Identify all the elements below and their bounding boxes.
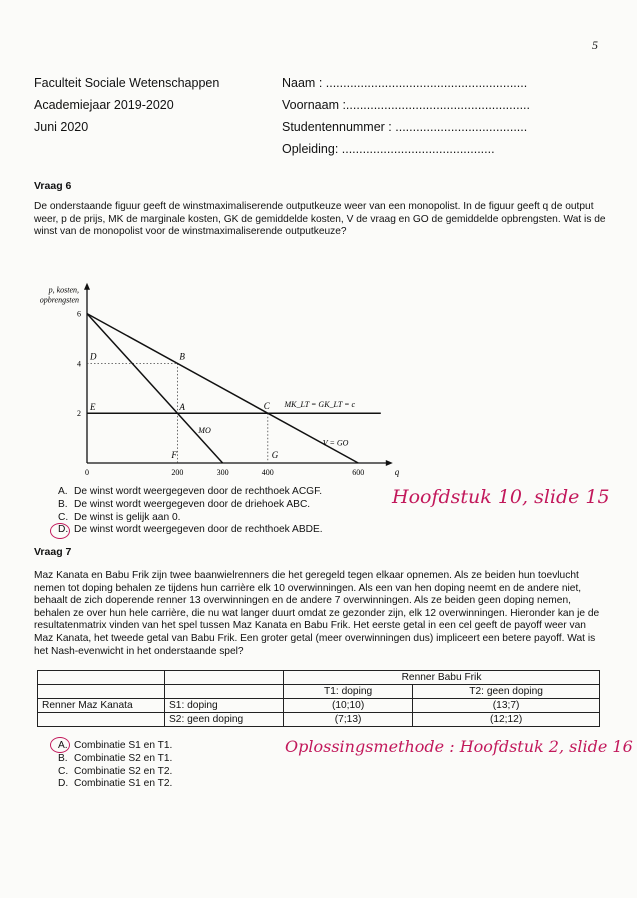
- table-row: [38, 699, 600, 713]
- series-line-1: [87, 314, 223, 463]
- q7-options: [58, 740, 172, 791]
- q7-answer-circle: [50, 737, 70, 753]
- faculty: Faculteit Sociale Wetenschappen: [34, 76, 220, 90]
- q7-option-b[interactable]: B. Combinatie S2 en T1.: [58, 752, 173, 764]
- col-player: Renner Babu Frik: [284, 671, 600, 685]
- q7-title: Vraag 7: [34, 546, 72, 558]
- series-label: V = GO: [322, 438, 349, 448]
- point-label: B: [179, 351, 185, 362]
- q6-option-a[interactable]: A. De winst wordt weergegeven door de rechthoek ACGF.: [58, 486, 323, 497]
- q6-options: [58, 486, 323, 537]
- q6-text: De onderstaande figuur geeft de winstmaximaliserende outputkeuze weer van een monopolist. In de figuur geeft q de output weer, p de prijs, MK de marginale kosten, GK de gemiddelde kosten, V de vraag en GO de gemiddelde opbrengsten. Wat is de winst van de monopolist voor de winstmaximaliserende outputkeuze?: [34, 201, 606, 238]
- name-field: Naam : ..........................................................: [282, 76, 528, 90]
- header-left: [34, 72, 219, 138]
- q6-option-b[interactable]: B. De winst wordt weergegeven door de driehoek ABC.: [58, 498, 311, 510]
- q6-answer-circle: [50, 523, 70, 539]
- table-row: [38, 685, 600, 699]
- table-row: [38, 671, 600, 685]
- row-strategy-s1: S1: doping: [165, 699, 284, 713]
- q7-text: Maz Kanata en Babu Frik zijn twee baanwielrenners die het geregeld tegen elkaar opnemen. Als ze beiden hun toevlucht nemen tot doping behalen ze tijdens hun carrière elk 10 overwinningen. Als een van hen doping neemt en de andere niet, behaalt de zich doperende renner 13 overwinningen en de andere 7 overwinningen. Als ze beiden geen doping nemen, behalen ze over hun hele carrière, die nu wat langer duurt omdat ze gezonder zijn, elk 12 overwinningen. Hieronder kan je de resultatenmatrix vinden van het spel tussen Maz Kanata en Babu Frik. Het eerste getal in een cel geeft de payoff weer van Maz Kanata, het tweede getal van Babu Frik. Een groter getal (meer overwinningen dus) impliceert een betere payoff. Wat is het Nash-evenwicht in het onderstaande spel?: [34, 570, 600, 657]
- academic-year: Academiejaar 2019-2020: [34, 98, 174, 112]
- row-strategy-s2: S2: geen doping: [165, 713, 284, 727]
- x-tick-label: 200: [171, 468, 184, 477]
- q7-option-d[interactable]: D. Combinatie S1 en T2.: [58, 778, 173, 790]
- x-axis-arrow: [386, 460, 393, 466]
- table-row: [38, 713, 600, 727]
- series-label: MK_LT = GK_LT = c: [284, 400, 356, 410]
- series-line-0: [87, 314, 358, 463]
- q6-title: Vraag 6: [34, 180, 72, 192]
- cell-s1-t1: (10;10): [284, 699, 413, 713]
- col-strategy-t1: T1: doping: [284, 685, 413, 699]
- cell-s1-t2: (13;7): [413, 699, 600, 713]
- y-tick-label: 2: [77, 409, 81, 419]
- chart-root: [40, 283, 400, 477]
- x-axis-label: q: [394, 467, 400, 477]
- y-axis-label-line2: opbrengsten: [39, 295, 79, 305]
- q7-option-c[interactable]: C. Combinatie S2 en T2.: [58, 765, 173, 777]
- monopoly-chart: [0, 245, 420, 485]
- program-field: Opleiding: ............................................: [282, 142, 495, 156]
- y-axis-label: p, kosten,: [48, 285, 79, 295]
- point-label: G: [271, 450, 279, 460]
- point-label: F: [171, 450, 177, 460]
- cell-s2-t1: (7;13): [284, 713, 413, 727]
- page-number: 5: [592, 38, 598, 52]
- point-label: A: [179, 402, 185, 413]
- header-right: [282, 72, 530, 160]
- x-tick-label: 300: [216, 468, 229, 477]
- point-label: D: [90, 351, 97, 362]
- q6-option-c[interactable]: C. De winst is gelijk aan 0.: [58, 511, 181, 523]
- q7-handwritten-note: Oplossingsmethode : Hoofdstuk 2, slide 16: [285, 737, 633, 756]
- q6-handwritten-note: Hoofdstuk 10, slide 15: [392, 486, 610, 508]
- first-name-field: Voornaam :.....................................................: [282, 98, 530, 112]
- point-label: E: [90, 402, 96, 413]
- point-label: C: [263, 401, 270, 412]
- cell-s2-t2: (12;12): [413, 713, 600, 727]
- exam-date: Juni 2020: [34, 120, 89, 134]
- student-number-field: Studentennummer : ......................................: [282, 120, 528, 134]
- q7-option-a[interactable]: A. Combinatie S1 en T1.: [58, 740, 173, 751]
- series-label: MO: [198, 426, 211, 436]
- y-axis-arrow: [84, 283, 90, 290]
- col-strategy-t2: T2: geen doping: [413, 685, 600, 699]
- payoff-matrix: [37, 670, 600, 727]
- y-tick-label: 4: [77, 359, 81, 369]
- x-tick-label: 0: [85, 468, 89, 477]
- x-tick-label: 600: [352, 468, 365, 477]
- row-player: Renner Maz Kanata: [38, 699, 165, 713]
- q6-option-d[interactable]: D. De winst wordt weergegeven door de rechthoek ABDE.: [58, 524, 323, 536]
- x-tick-label: 400: [261, 468, 274, 477]
- y-tick-label: 6: [77, 309, 81, 319]
